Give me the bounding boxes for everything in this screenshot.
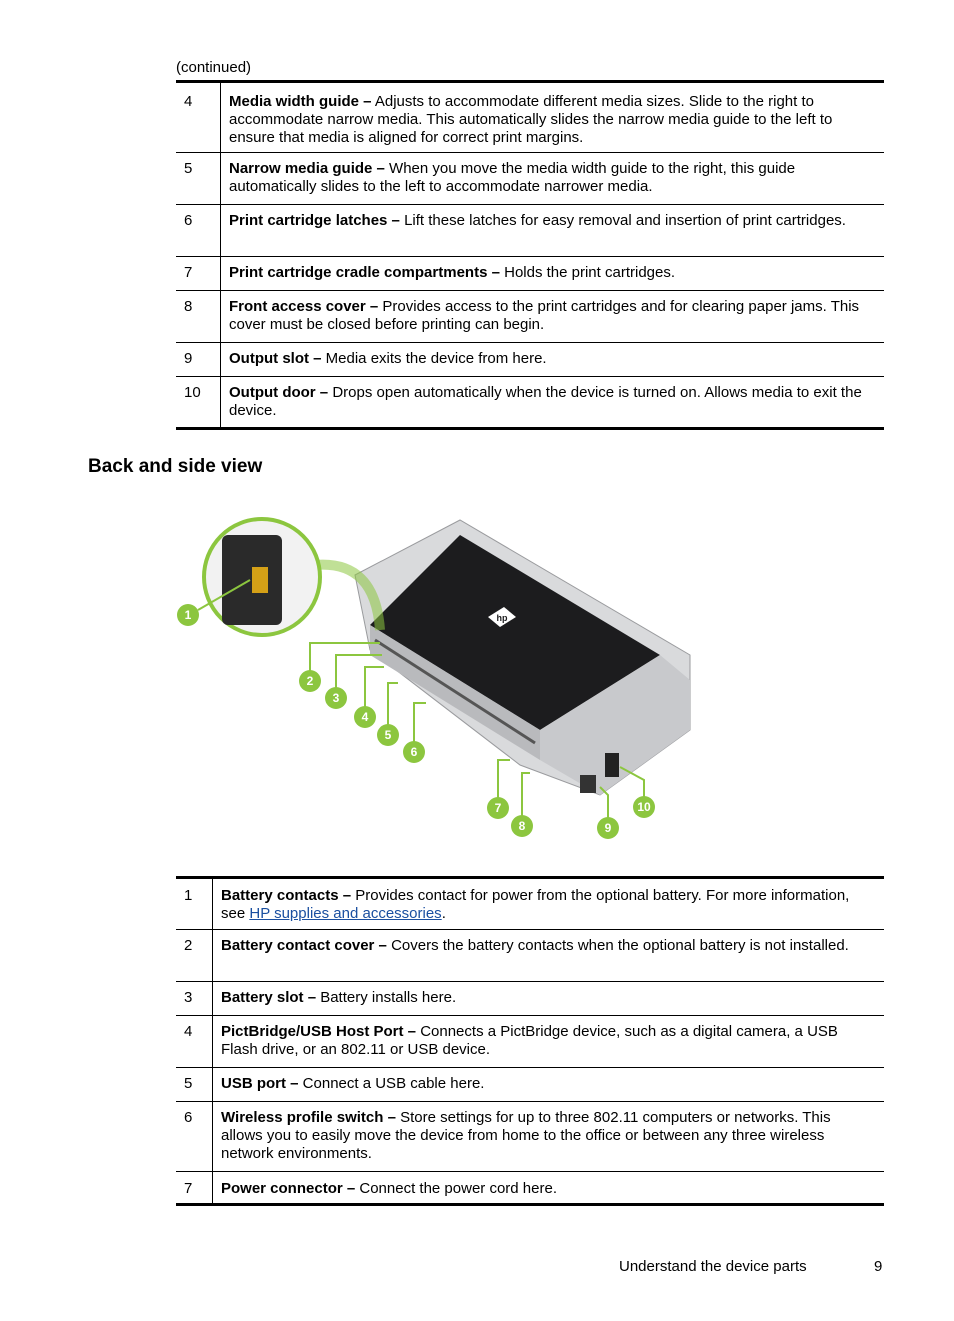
side-port-shape [580, 775, 596, 793]
table-row [176, 291, 884, 343]
row-title: Output slot – [229, 350, 322, 367]
table-row [176, 153, 884, 205]
row-title: Battery contacts – [221, 887, 352, 904]
row-text: Connects a PictBridge device, such as a digital camera, a USB Flash drive, or an 802.11 or USB device. [221, 1023, 838, 1058]
row-text: Holds the print cartridges. [499, 264, 676, 281]
row-title: Front access cover – [229, 298, 379, 315]
printer-back-side-illustration [170, 505, 710, 850]
row-number: 9 [184, 350, 193, 367]
table-row [176, 1102, 884, 1172]
back-side-parts-table [176, 876, 884, 1206]
row-number: 4 [184, 93, 193, 110]
callout-7 [487, 797, 509, 819]
table-row [176, 982, 884, 1016]
row-text: Battery installs here. [316, 989, 457, 1006]
row-text: Drops open automatically when the device is turned on. Allows media to exit the device. [229, 384, 862, 419]
table-row [176, 878, 884, 930]
row-number: 1 [184, 887, 193, 904]
row-title: USB port – [221, 1075, 299, 1092]
row-number: 8 [184, 298, 193, 315]
svg-text:6: 6 [410, 745, 418, 759]
callout-5 [377, 724, 399, 746]
table-row [176, 205, 884, 257]
front-parts-table [176, 80, 884, 430]
svg-text:10: 10 [637, 800, 651, 814]
table-row [176, 1016, 884, 1068]
callout-3 [325, 687, 347, 709]
battery-contacts-closeup [252, 567, 268, 593]
row-text-end: . [441, 905, 446, 922]
row-title: PictBridge/USB Host Port – [221, 1023, 417, 1040]
row-text: Lift these latches for easy removal and insertion of print cartridges. [399, 212, 846, 229]
callout-8 [511, 815, 533, 837]
row-text: Provides contact for power from the optional battery. For more information, see [221, 887, 850, 922]
row-title: Wireless profile switch – [221, 1109, 396, 1126]
row-number: 2 [184, 937, 193, 954]
table-row [176, 930, 884, 982]
continued-label: (continued) [176, 59, 252, 76]
row-number: 5 [184, 1075, 193, 1092]
printer-diagram [170, 505, 710, 850]
callout-9 [597, 817, 619, 839]
callout-6 [403, 741, 425, 763]
section-heading: Back and side view [88, 456, 263, 477]
table-row [176, 1068, 884, 1102]
callout-4 [354, 706, 376, 728]
row-text: Store settings for up to three 802.11 computers or networks. This allows you to easily move the device from home to the office or between any three wireless network environments. [221, 1109, 831, 1162]
callout-2 [299, 670, 321, 692]
row-title: Power connector – [221, 1180, 356, 1197]
table-row [176, 257, 884, 291]
row-title: Print cartridge cradle compartments – [229, 264, 500, 281]
svg-text:2: 2 [306, 674, 314, 688]
row-number: 10 [184, 384, 201, 401]
row-number: 5 [184, 160, 193, 177]
footer-chapter-title: Understand the device parts [619, 1258, 807, 1275]
row-title: Narrow media guide – [229, 160, 385, 177]
svg-text:7: 7 [494, 801, 502, 815]
row-number: 7 [184, 264, 193, 281]
table-row [176, 82, 884, 153]
row-number: 6 [184, 1109, 193, 1126]
table-row [176, 343, 884, 377]
row-number: 4 [184, 1023, 193, 1040]
row-text: When you move the media width guide to the right, this guide automatically slides to the left to accommodate narrower media. [229, 160, 796, 195]
row-text: Provides access to the print cartridges and for clearing paper jams. This cover must be closed before printing can begin. [229, 298, 860, 333]
hp-logo-text: hp [496, 613, 508, 623]
hp-supplies-link[interactable]: HP supplies and accessories [249, 905, 442, 922]
svg-text:3: 3 [332, 691, 340, 705]
row-text: Connect the power cord here. [355, 1180, 557, 1197]
row-number: 7 [184, 1180, 193, 1197]
row-text: Connect a USB cable here. [298, 1075, 485, 1092]
footer-page-number: 9 [874, 1258, 883, 1275]
callout-10 [633, 796, 655, 818]
row-title: Output door – [229, 384, 329, 401]
row-text: Media exits the device from here. [321, 350, 547, 367]
row-title: Print cartridge latches – [229, 212, 400, 229]
row-text: Adjusts to accommodate different media sizes. Slide to the right to accommodate narrow media. This automatically slides the narrow media guide to the left to ensure that media is aligned for correct print margins. [229, 93, 833, 146]
svg-text:1: 1 [184, 608, 192, 622]
row-number: 3 [184, 989, 193, 1006]
svg-text:5: 5 [384, 728, 392, 742]
table-row [176, 1172, 884, 1205]
table-row [176, 377, 884, 429]
power-port-shape [605, 753, 619, 777]
callout-1 [177, 604, 199, 626]
svg-text:4: 4 [361, 710, 369, 724]
row-title: Battery slot – [221, 989, 317, 1006]
row-title: Media width guide – [229, 93, 372, 110]
svg-text:9: 9 [604, 821, 612, 835]
svg-text:8: 8 [518, 819, 526, 833]
row-text: Covers the battery contacts when the optional battery is not installed. [386, 937, 849, 954]
row-number: 6 [184, 212, 193, 229]
row-title: Battery contact cover – [221, 937, 387, 954]
